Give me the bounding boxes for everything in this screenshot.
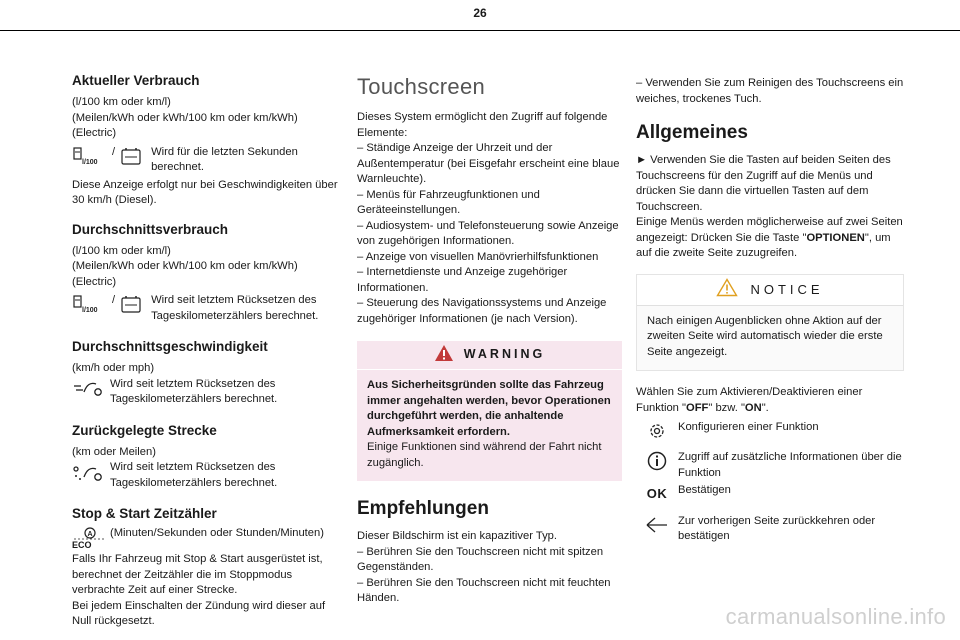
options-key-label: OPTIONEN	[806, 231, 865, 244]
unit-line: (km/h oder mph)	[72, 362, 155, 374]
svg-text:A: A	[87, 531, 93, 538]
icon-description: Wird seit letztem Rücksetzen des Tageskilometerzählers berechnet.	[110, 377, 278, 405]
warning-text: Einige Funktionen sind während der Fahrt nicht zugänglich.	[367, 441, 602, 469]
notice-triangle-icon	[716, 278, 738, 301]
average-speed-icon	[72, 377, 110, 399]
function-description: Bestätigen	[678, 484, 731, 496]
icon-unit-label: l/100	[82, 307, 98, 314]
paragraph-intro: Dieses System ermöglicht den Zugriff auf folgende Elemente:	[357, 111, 608, 139]
text-fragment: Einige Menüs werden möglicherweise auf zwei Seiten angezeigt: Drücken Sie die Taste "	[636, 216, 903, 244]
warning-bold-text: Aus Sicherheitsgründen sollte das Fahrzeug immer angehalten werden, bevor Operationen durchgeführt werden, die anhaltende Aufmerksamkeit erfordern.	[367, 379, 611, 438]
unit-line: (l/100 km oder km/l)	[72, 244, 171, 257]
function-row-back	[636, 514, 904, 545]
unit-line: (l/100 km oder km/l)	[72, 96, 171, 108]
heading-touchscreen: Touchscreen	[357, 74, 486, 99]
unit-line: (km oder Meilen)	[72, 445, 156, 458]
battery-consumption-icon	[119, 293, 145, 317]
function-row-confirm	[636, 483, 904, 502]
function-row-configure	[636, 420, 904, 442]
list-item-cleaning: – Verwenden Sie zum Reinigen des Touchscreens ein weiches, trockenes Tuch.	[636, 77, 904, 105]
paragraph-stop-start: Falls Ihr Fahrzeug mit Stop & Start ausgerüstet ist, berechnet der Zeitzähler die im Stoppmodus verbrachte Zeit auf einer Strecke.	[72, 553, 323, 596]
text-fragment: " bzw. "	[708, 401, 745, 414]
column-touchscreen	[357, 74, 622, 607]
ok-icon: OK	[646, 486, 668, 501]
notice-header	[637, 275, 903, 306]
distance-icon	[72, 460, 110, 484]
function-description: Konfigurieren einer Funktion	[678, 421, 819, 433]
icon-separator: /	[112, 294, 116, 306]
icon-description: (Minuten/Sekunden oder Stunden/Minuten)	[110, 527, 324, 539]
list-item: – Internetdienste und Anzeige zugehöriger Informationen.	[357, 266, 568, 294]
list-item: – Steuerung des Navigationssystems und Anzeige zugehöriger Informationen (je nach Version).	[357, 297, 607, 325]
off-label: OFF	[686, 401, 709, 414]
icon-description-row	[72, 145, 344, 176]
paragraph-speed-note: Diese Anzeige erfolgt nur bei Geschwindigkeiten über 30 km/h (Diesel).	[72, 178, 338, 206]
fuel-consumption-icon	[72, 293, 108, 315]
info-icon	[636, 450, 678, 472]
heading-recommendations: Empfehlungen	[357, 498, 489, 519]
text-fragment: ", um auf die zweite Seite zuzugreifen.	[636, 231, 891, 259]
heading-current-consumption: Aktueller Verbrauch	[72, 73, 200, 88]
paragraph-toggle	[636, 385, 904, 416]
heading-average-consumption: Durchschnittsverbrauch	[72, 221, 229, 237]
column-general	[636, 76, 904, 553]
watermark: carmanualsonline.info	[725, 604, 946, 629]
function-description: Zur vorherigen Seite zurückkehren oder bestätigen	[678, 514, 876, 542]
back-arrow-icon	[636, 514, 678, 536]
text-fragment: Wählen Sie zum Aktivieren/Deaktivieren einer Funktion "	[636, 386, 863, 414]
function-description: Zugriff auf zusätzliche Informationen über die Funktion	[678, 451, 902, 479]
icon-description: Wird seit letztem Rücksetzen des Tageskilometerzählers berechnet.	[110, 461, 278, 489]
icon-description-row	[72, 460, 344, 491]
icon-description: Wird für die letzten Sekunden berechnet.	[151, 145, 298, 173]
heading-average-speed: Durchschnittsgeschwindigkeit	[72, 339, 268, 354]
list-item: – Menüs für Fahrzeugfunktionen und Geräteeinstellungen.	[357, 188, 540, 216]
icon-description: Wird seit letztem Rücksetzen des Tageskilometerzählers berechnet.	[151, 294, 319, 322]
fuel-consumption-icon	[72, 145, 108, 167]
paragraph-reset: Bei jedem Einschalten der Zündung wird dieser auf Null rückgesetzt.	[72, 599, 326, 627]
heading-stop-start-timer: Stop & Start Zeitzähler	[72, 506, 217, 521]
unit-line-electric: (Meilen/kWh oder kWh/100 km oder km/kWh) (Electric)	[72, 260, 298, 288]
text-fragment: ".	[761, 401, 769, 414]
icon-description-row	[72, 377, 344, 408]
paragraph-options	[636, 215, 904, 262]
stop-start-timer-icon	[72, 526, 110, 550]
eco-label: ECO	[72, 540, 92, 550]
paragraph-capacitive: Dieser Bildschirm ist ein kapazitiver Typ.	[357, 530, 557, 542]
unit-line-electric: (Meilen/kWh oder kWh/100 km oder km/kWh) (Electric)	[72, 111, 298, 139]
icon-description-row	[72, 293, 344, 324]
icon-description-row	[72, 526, 344, 550]
warning-label: WARNING	[463, 347, 546, 362]
notice-text: Nach einigen Augenblicken ohne Aktion auf der zweiten Seite wird automatisch wieder die erste Seite angezeigt.	[647, 314, 883, 358]
icon-unit-label: l/100	[82, 158, 98, 166]
notice-label: NOTICE	[750, 281, 824, 297]
list-item: – Audiosystem- und Telefonsteuerung sowie Anzeige von zugehörigen Informationen.	[357, 219, 619, 247]
warning-box	[357, 341, 622, 481]
list-item: – Berühren Sie den Touchscreen nicht mit spitzen Gegenständen.	[357, 545, 604, 573]
on-label: ON	[744, 401, 762, 414]
notice-box	[636, 274, 904, 372]
settings-gear-icon	[636, 420, 678, 442]
battery-consumption-icon	[119, 145, 145, 169]
header-rule	[0, 30, 960, 31]
list-item: – Berühren Sie den Touchscreen nicht mit feuchten Händen.	[357, 576, 611, 604]
warning-triangle-icon	[434, 344, 454, 367]
column-trip-computer	[72, 72, 344, 630]
function-row-info	[636, 450, 904, 481]
list-item: – Anzeige von visuellen Manövrierhilfsfunktionen	[357, 250, 599, 263]
icon-separator: /	[112, 145, 116, 158]
paragraph-menu-access: ► Verwenden Sie die Tasten auf beiden Seiten des Touchscreens für den Zugriff auf die Menüs und drücken Sie dann die virtuellen Tasten auf dem Touchscreen.	[636, 154, 891, 213]
page-number: 26	[473, 6, 487, 20]
warning-header	[357, 341, 622, 370]
heading-distance-travelled: Zurückgelegte Strecke	[72, 422, 217, 438]
list-item: – Ständige Anzeige der Uhrzeit und der Außentemperatur (bei Eisgefahr erscheint eine blaue Warnleuchte).	[357, 142, 620, 185]
heading-general: Allgemeines	[636, 122, 748, 143]
